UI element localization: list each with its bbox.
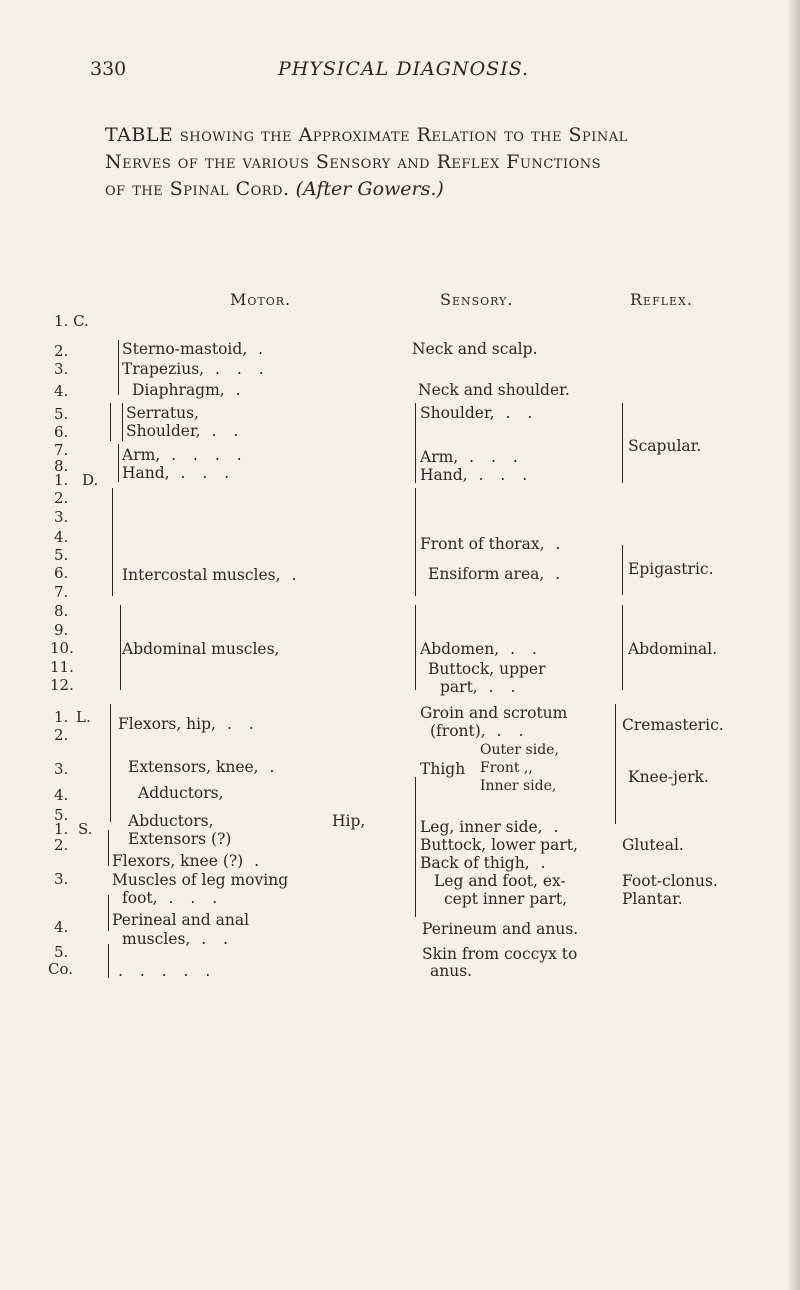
segment-l3: 3. [54,760,69,778]
segment-d2: 2. [54,489,69,507]
segment-d7: 7. [54,583,69,601]
motor-perineal-anal: Perineal and anal [112,911,250,929]
brace-coccygeal-motor [108,944,109,978]
sensory-back-thigh: Back of thigh, [420,854,530,872]
sensory-front-thorax: Front of thorax, [420,535,545,553]
segment-l1: 1. [54,708,69,726]
motor-hand: Hand, [122,464,170,482]
motor-intercostal-muscles: Intercostal muscles, [122,566,281,584]
brace-reflex-abdominal [622,605,623,690]
segment-l-letter: L. [76,708,91,726]
brace-serratus-inner [122,403,123,441]
segment-d1: 1. [54,471,69,489]
title-line-3-b: (After Gowers.) [295,178,444,200]
sensory-anus: anus. [430,962,473,980]
sensory-outer-side: Outer side, [480,742,559,758]
segment-d-letter: D. [82,471,99,489]
page-number: 330 [90,58,127,80]
sensory-front-paren: (front), [430,722,486,740]
brace-reflex-scapular [622,403,623,483]
sensory-thigh: Thigh [420,760,466,778]
sensory-leg-inner-side: Leg, inner side, [420,818,543,836]
sensory-neck-scalp: Neck and scalp. [412,340,538,358]
motor-extensors-knee: Extensors, knee, [128,758,259,776]
segment-d9: 9. [54,621,69,639]
sensory-perineum-anus: Perineum and anus. [422,920,579,938]
brace-abdominal-muscles [120,605,121,690]
segment-c8: 8. [54,457,69,475]
sensory-groin-scrotum: Groin and scrotum [420,704,568,722]
segment-d12: 12. [50,676,74,694]
reflex-scapular: Scapular. [628,437,702,455]
segment-c4: 4. [54,382,69,400]
segment-d10: 10. [50,639,74,657]
brace-flexors-knee [108,830,109,866]
motor-flexors-hip: Flexors, hip, [118,715,216,733]
column-head-sensory: Sensory. [440,290,514,309]
reflex-plantar: Plantar. [622,890,683,908]
segment-s5: 5. [54,943,69,961]
reflex-cremasteric: Cremasteric. [622,716,724,734]
segment-s1: 1. [54,820,69,838]
motor-serratus: Serratus, [126,404,199,422]
brace-sensory-abdomen [415,605,416,690]
brace-arm-hand [118,444,119,482]
sensory-skin-coccyx: Skin from coccyx to [422,945,578,963]
segment-d3: 3. [54,508,69,526]
sensory-buttock-lower: Buttock, lower part, [420,836,578,854]
brace-sensory-thorax [415,488,416,596]
segment-d4: 4. [54,528,69,546]
segment-d5: 5. [54,546,69,564]
segment-d6: 6. [54,564,69,582]
motor-muscles: muscles, [122,930,191,948]
motor-shoulder: Shoulder, [126,422,201,440]
motor-extensors-question: Extensors (?) [128,830,232,848]
sensory-cept-inner-part: cept inner part, [444,890,568,908]
sensory-hand: Hand, [420,466,468,484]
motor-hip: Hip, [332,812,366,830]
sensory-arm: Arm, [420,448,459,466]
brace-sensory-leg [415,777,416,917]
segment-c1: 1. C. [54,312,89,330]
segment-d8: 8. [54,602,69,620]
motor-trapezius: Trapezius, [122,360,205,378]
segment-c3: 3. [54,360,69,378]
brace-extensors-knee [110,760,111,822]
motor-abductors: Abductors, [128,812,214,830]
sensory-abdomen: Abdomen, [420,640,500,658]
segment-c5: 5. [54,405,69,423]
motor-diaphragm: Diaphragm, [132,381,225,399]
segment-coccygeal: Co. [48,960,74,978]
running-head: PHYSICAL DIAGNOSIS. [278,58,530,80]
brace-motor-cervical-upper [118,340,119,395]
reflex-abdominal: Abdominal. [628,640,718,658]
segment-s-letter: S. [78,820,93,838]
page-edge-shadow [786,0,800,1290]
motor-muscles-leg-moving: Muscles of leg moving [112,871,289,889]
segment-s2: 2. [54,836,69,854]
table-title [105,122,628,203]
column-head-reflex: Reflex. [630,290,693,309]
motor-abdominal-muscles: Abdominal muscles, [122,640,280,658]
segment-l5: 5. [54,806,69,824]
title-line-3-a: of the Spinal Cord. [105,178,290,200]
reflex-gluteal: Gluteal. [622,836,684,854]
brace-reflex-epigastric [622,545,623,595]
segment-c6: 6. [54,423,69,441]
motor-adductors: Adductors, [138,784,224,802]
title-line-2: Nerves of the various Sensory and Reflex Functions [105,151,602,173]
reflex-knee-jerk: Knee-jerk. [628,768,709,786]
sensory-neck-shoulder: Neck and shoulder. [418,381,570,399]
sensory-inner-side: Inner side, [480,778,557,794]
reflex-epigastric: Epigastric. [628,560,714,578]
brace-intercostal [112,488,113,596]
motor-sterno-mastoid: Sterno-mastoid, [122,340,248,358]
brace-perineal [108,895,109,931]
sensory-front-ditto: Front ,, [480,760,533,776]
brace-sensory-shoulder-hand [415,403,416,483]
reflex-foot-clonus: Foot-clonus. [622,872,718,890]
title-line-3 [105,176,628,203]
brace-flexors-hip [110,704,111,766]
motor-arm: Arm, [122,446,161,464]
segment-c2: 2. [54,342,69,360]
sensory-buttock-upper: Buttock, upper [428,660,546,678]
sensory-leg-foot-except: Leg and foot, ex- [434,872,566,890]
segment-l4: 4. [54,786,69,804]
segment-l2: 2. [54,726,69,744]
sensory-part: part, [440,678,478,696]
segment-s4: 4. [54,918,69,936]
sensory-ensiform-area: Ensiform area, [428,565,545,583]
motor-foot: foot, [122,889,158,907]
segment-s3: 3. [54,870,69,888]
column-head-motor: Motor. [230,290,292,309]
title-line-1: TABLE showing the Approximate Relation to the Spinal [105,124,628,146]
segment-c7: 7. [54,441,69,459]
brace-serratus [110,403,111,441]
segment-d11: 11. [50,658,74,676]
brace-reflex-cremasteric [615,704,616,824]
motor-flexors-knee: Flexors, knee (?) [112,852,244,870]
sensory-shoulder: Shoulder, [420,404,495,422]
